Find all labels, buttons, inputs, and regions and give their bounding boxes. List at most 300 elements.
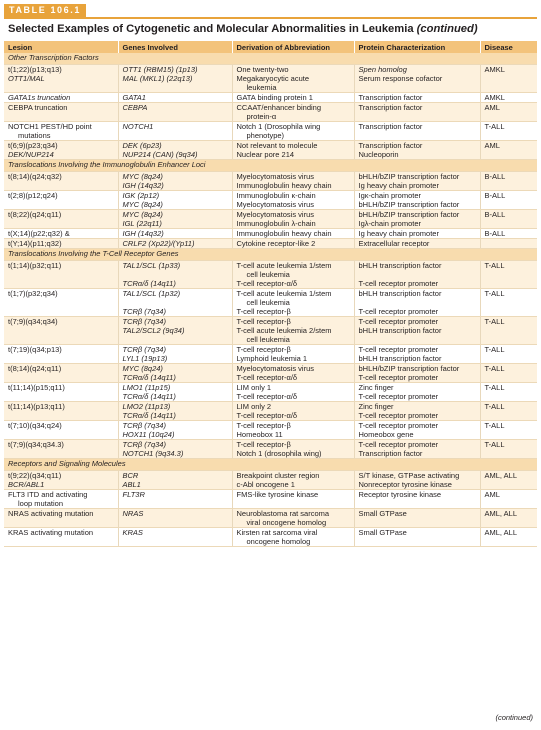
cell-c4 — [354, 528, 480, 547]
cell-line: Notch 1 (drosophila wing) — [236, 449, 322, 458]
cell-line: AML — [484, 103, 500, 112]
cell-line: ABL1 — [122, 480, 141, 489]
cell-line: T-cell receptor-β — [236, 440, 291, 449]
cell-line: Transcription factor — [358, 122, 423, 131]
cell-line: T-ALL — [484, 440, 505, 449]
cell-c2 — [118, 122, 232, 141]
cell-line: OTT1/MAL — [8, 74, 45, 83]
cell-line: T-ALL — [484, 364, 505, 373]
cell-line: Cytokine receptor-like 2 — [236, 239, 316, 248]
cell-line: FLT3 ITD and activating — [8, 490, 88, 499]
cell-line: B-ALL — [484, 191, 506, 200]
cell-line: T-cell receptor-α/δ — [236, 279, 298, 288]
cell-c2 — [118, 509, 232, 528]
cell-line: IGH (14q32) — [122, 229, 164, 238]
header-disease: Disease — [480, 41, 537, 53]
cell-line: t(8;14)(q24;q32) — [8, 172, 62, 181]
cell-c3 — [232, 229, 354, 239]
cell-c4 — [354, 229, 480, 239]
header-derivation: Derivation of Abbreviation — [232, 41, 354, 53]
cell-line: t(7;19)(q34;p13) — [8, 345, 62, 354]
cell-line: MYC (8q24) — [122, 364, 163, 373]
cell-line: Nucleoporin — [358, 150, 399, 159]
cell-line: MYC (8q24) — [122, 210, 163, 219]
cell-c5 — [480, 65, 537, 93]
cell-c3 — [232, 509, 354, 528]
table-row — [4, 172, 537, 191]
cell-line: c-Abl oncogene 1 — [236, 480, 295, 489]
cell-c2 — [118, 528, 232, 547]
cell-c1 — [4, 141, 118, 160]
cell-c4 — [354, 490, 480, 509]
cell-line: LYL1 (19p13) — [122, 354, 168, 363]
cell-line: Extracellular receptor — [358, 239, 430, 248]
cell-line: Megakaryocytic acute — [236, 74, 310, 83]
cell-c4 — [354, 289, 480, 317]
cell-line: NOTCH1 PEST/HD point — [8, 122, 92, 131]
cell-line: T-ALL — [484, 421, 505, 430]
cell-c5 — [480, 172, 537, 191]
table-row — [4, 317, 537, 345]
cell-c2 — [118, 141, 232, 160]
table-row — [4, 191, 537, 210]
cell-c3 — [232, 317, 354, 345]
cell-line: t(1;7)(p32;q34) — [8, 289, 58, 298]
cell-line: BCR — [122, 471, 139, 480]
cell-line: bHLH transcription factor — [358, 289, 442, 298]
cell-c5 — [480, 122, 537, 141]
cell-line: T-cell receptor promoter — [358, 307, 439, 316]
cell-line: t(11;14)(p13;q11) — [8, 402, 65, 411]
cell-c4 — [354, 103, 480, 122]
cell-c1 — [4, 122, 118, 141]
cell-c1 — [4, 65, 118, 93]
cell-line: t(11;14)(p15;q11) — [8, 383, 65, 392]
cell-line: CEBPA truncation — [8, 103, 68, 112]
cell-line: t(7;10)(q34;q24) — [8, 421, 62, 430]
cell-c4 — [354, 172, 480, 191]
cell-c5 — [480, 471, 537, 490]
cell-c5 — [480, 239, 537, 249]
section-row — [4, 160, 537, 172]
cell-c1 — [4, 421, 118, 440]
cell-c4 — [354, 141, 480, 160]
cell-c3 — [232, 65, 354, 93]
cell-c2 — [118, 93, 232, 103]
cell-line: GATA binding protein 1 — [236, 93, 313, 102]
cell-c5 — [480, 364, 537, 383]
cell-c2 — [118, 239, 232, 249]
cell-line: Igλ-chain promoter — [358, 219, 422, 228]
cell-c5 — [480, 509, 537, 528]
cell-c1 — [4, 172, 118, 191]
cell-line: AML — [484, 490, 500, 499]
cell-line: T-cell acute leukemia 2/stem — [236, 326, 332, 335]
cell-c5 — [480, 490, 537, 509]
cell-c4 — [354, 122, 480, 141]
cell-line: AMKL — [484, 65, 505, 74]
cell-line: loop mutation — [18, 499, 64, 508]
cell-line: TCRα/δ (14q11) — [122, 373, 176, 382]
cell-line: T-ALL — [484, 261, 505, 270]
table-row — [4, 402, 537, 421]
cell-line: Breakpoint cluster region — [236, 471, 320, 480]
cell-c3 — [232, 421, 354, 440]
cell-line: TCRβ (7q34) — [122, 307, 166, 316]
cell-line: T-ALL — [484, 345, 505, 354]
cell-c3 — [232, 402, 354, 421]
cell-c3 — [232, 528, 354, 547]
header-protein: Protein Characterization — [354, 41, 480, 53]
cell-line: DEK/NUP214 — [8, 150, 54, 159]
table-row — [4, 210, 537, 229]
cell-line: T-cell receptor-β — [236, 307, 291, 316]
cell-c2 — [118, 261, 232, 289]
cell-c1 — [4, 509, 118, 528]
cell-line: Not relevant to molecule — [236, 141, 318, 150]
cell-line: AML — [484, 141, 500, 150]
cell-c2 — [118, 65, 232, 93]
table-row — [4, 509, 537, 528]
cell-line: T-cell acute leukemia 1/stem — [236, 261, 332, 270]
cell-c5 — [480, 345, 537, 364]
cell-c1 — [4, 364, 118, 383]
cell-c1 — [4, 471, 118, 490]
cell-line: t(8;22)(q24;q11) — [8, 210, 62, 219]
cell-c3 — [232, 122, 354, 141]
cell-line: T-cell receptor-β — [236, 317, 291, 326]
table-row — [4, 122, 537, 141]
cell-c4 — [354, 210, 480, 229]
cell-line: LIM only 2 — [236, 402, 272, 411]
cell-line: Immunoglobulin κ-chain — [236, 191, 316, 200]
cell-line: B-ALL — [484, 229, 506, 238]
cell-line: t(6;9)(p23;q34) — [8, 141, 58, 150]
cell-line: GATA1s truncation — [8, 93, 71, 102]
cell-line: Myelocytomatosis virus — [236, 364, 315, 373]
cell-line: Lymphoid leukemia 1 — [236, 354, 308, 363]
cell-line — [485, 239, 534, 248]
table-row — [4, 65, 537, 93]
cell-line: KRAS activating mutation — [8, 528, 94, 537]
cell-line: IGL (22q11) — [122, 219, 162, 228]
cell-line: T-cell acute leukemia 1/stem — [236, 289, 332, 298]
table-row — [4, 239, 537, 249]
cell-line: OTT1 (RBM15) (1p13) — [122, 65, 198, 74]
section-title: Receptors and Signaling Molecules — [4, 459, 537, 471]
cell-c1 — [4, 402, 118, 421]
cell-line: T-cell receptor promoter — [358, 421, 439, 430]
cell-line — [359, 298, 476, 307]
header-genes: Genes Involved — [118, 41, 232, 53]
cell-line: bHLH transcription factor — [358, 326, 442, 335]
table-row — [4, 93, 537, 103]
cell-line: t(X;14)(p22;q32) & — [8, 229, 70, 238]
cell-line: T-cell receptor promoter — [358, 345, 439, 354]
cell-line: TCRα/δ (14q11) — [122, 279, 176, 288]
cell-line: Myelocytomatosis virus — [236, 210, 315, 219]
cell-c2 — [118, 421, 232, 440]
cell-line: CRLF2 (Xp22)/(Yp11) — [122, 239, 195, 248]
cell-line: FLT3R — [122, 490, 145, 499]
cell-c5 — [480, 383, 537, 402]
cell-line: bHLH/bZIP transcription factor — [358, 210, 460, 219]
cell-line: T-cell receptor promoter — [358, 317, 439, 326]
table-row — [4, 364, 537, 383]
cell-c2 — [118, 471, 232, 490]
cell-line: Transcription factor — [358, 449, 423, 458]
cell-line: T-ALL — [484, 289, 505, 298]
cell-line: S/T kinase, GTPase activating — [358, 471, 460, 480]
cell-line: TCRβ (7q34) — [122, 421, 166, 430]
cell-line: B-ALL — [484, 172, 506, 181]
cell-line: t(Y;14)(p11;q32) — [8, 239, 62, 248]
cell-line: TCRα/δ (14q11) — [122, 411, 176, 420]
cell-line: Nonreceptor tyrosine kinase — [358, 480, 452, 489]
cell-line: NOTCH1 (9q34.3) — [122, 449, 184, 458]
cell-c4 — [354, 440, 480, 459]
section-title: Translocations Involving the T-Cell Receptor Genes — [4, 249, 537, 261]
cell-line: CCAAT/enhancer binding — [236, 103, 321, 112]
cell-c2 — [118, 490, 232, 509]
cell-c2 — [118, 191, 232, 210]
cell-line: FMS-like tyrosine kinase — [236, 490, 319, 499]
cell-line: bHLH/bZIP transcription factor — [358, 172, 460, 181]
table-row — [4, 141, 537, 160]
cell-line: MYC (8q24) — [122, 172, 163, 181]
cell-line: TAL1/SCL (1p32) — [122, 289, 181, 298]
cell-line: T-cell receptor promoter — [358, 440, 439, 449]
cell-c3 — [232, 345, 354, 364]
cell-line: NUP214 (CAN) (9q34) — [122, 150, 198, 159]
cell-c5 — [480, 229, 537, 239]
cell-c4 — [354, 421, 480, 440]
cell-c4 — [354, 345, 480, 364]
cell-line: Zinc finger — [358, 402, 394, 411]
cell-line: t(9;22)(q34;q11) — [8, 471, 62, 480]
cell-line: T-ALL — [484, 122, 505, 131]
cell-line: T-cell receptor-α/δ — [236, 392, 298, 401]
table-row — [4, 471, 537, 490]
cell-line: Receptor tyrosine kinase — [358, 490, 442, 499]
table-row — [4, 383, 537, 402]
table-row — [4, 103, 537, 122]
cell-line: T-cell receptor promoter — [358, 392, 439, 401]
cell-c1 — [4, 345, 118, 364]
cell-line: Small GTPase — [358, 528, 407, 537]
header-row — [4, 41, 537, 53]
cell-line: Homeobox 11 — [236, 430, 283, 439]
cell-line: Transcription factor — [358, 141, 423, 150]
cell-c5 — [480, 317, 537, 345]
cell-c1 — [4, 239, 118, 249]
cell-line: NOTCH1 — [122, 122, 154, 131]
cell-line: Homeobox gene — [358, 430, 414, 439]
cell-line: Transcription factor — [358, 103, 423, 112]
cell-line: t(8;14)(q24;q11) — [8, 364, 62, 373]
section-row — [4, 459, 537, 471]
table-title: Selected Examples of Cytogenetic and Molecular Abnormalities in Leukemia (continued) — [8, 23, 478, 35]
cell-line: T-cell receptor-β — [236, 345, 291, 354]
cell-c4 — [354, 191, 480, 210]
cell-line: Serum response cofactor — [358, 74, 443, 83]
cell-c1 — [4, 289, 118, 317]
cell-line: NRAS — [122, 509, 144, 518]
cell-line: Neuroblastoma rat sarcoma — [236, 509, 330, 518]
cell-c3 — [232, 210, 354, 229]
cell-line: HOX11 (10q24) — [122, 430, 175, 439]
cell-c5 — [480, 528, 537, 547]
table-row — [4, 345, 537, 364]
title-rule — [4, 17, 537, 19]
cell-line: Ig heavy chain promoter — [358, 229, 439, 238]
cell-line: MAL (MKL1) (22q13) — [122, 74, 193, 83]
cell-c2 — [118, 317, 232, 345]
cell-line: TCRβ (7q34) — [122, 440, 166, 449]
cell-line: cell leukemia — [246, 298, 290, 307]
cell-line: Spen homolog — [358, 65, 407, 74]
cell-line: Myelocytomatosis virus — [236, 200, 315, 209]
cell-line: oncogene homolog — [246, 537, 311, 546]
cell-c4 — [354, 239, 480, 249]
cell-line: phenotype) — [246, 131, 285, 140]
cell-line: TAL2/SCL2 (9q34) — [122, 326, 185, 335]
cell-c5 — [480, 141, 537, 160]
cell-c3 — [232, 103, 354, 122]
cell-line: Kirsten rat sarcoma viral — [236, 528, 318, 537]
cell-c4 — [354, 93, 480, 103]
cell-c3 — [232, 172, 354, 191]
cell-c2 — [118, 229, 232, 239]
cell-line: bHLH/bZIP transcription factor — [358, 364, 460, 373]
cell-line: T-cell receptor promoter — [358, 411, 439, 420]
cell-line: T-cell receptor-α/δ — [236, 411, 298, 420]
cell-c3 — [232, 239, 354, 249]
cell-line: T-cell receptor promoter — [358, 279, 439, 288]
cell-c5 — [480, 261, 537, 289]
cell-line: TCRβ (7q34) — [122, 317, 166, 326]
cell-line: T-ALL — [484, 383, 505, 392]
section-title: Translocations Involving the Immunoglobulin Enhancer Loci — [4, 160, 537, 172]
cell-line: Zinc finger — [358, 383, 394, 392]
cell-line: CEBPA — [122, 103, 148, 112]
cell-c1 — [4, 317, 118, 345]
cell-line: Myelocytomatosis virus — [236, 172, 315, 181]
cell-c3 — [232, 471, 354, 490]
cell-line: LMO1 (11p15) — [122, 383, 171, 392]
cell-line: protein-α — [246, 112, 277, 121]
cell-c5 — [480, 402, 537, 421]
cell-line: LMO2 (11p13) — [122, 402, 171, 411]
cell-line: bHLH transcription factor — [358, 261, 442, 270]
cell-c2 — [118, 103, 232, 122]
table-row — [4, 289, 537, 317]
cell-line: TAL1/SCL (1p33) — [122, 261, 181, 270]
cell-line: KRAS — [122, 528, 143, 537]
cell-line: T-cell receptor-α/δ — [236, 373, 298, 382]
cell-line — [123, 270, 228, 279]
cell-line: IGK (2p12) — [122, 191, 160, 200]
cell-c1 — [4, 93, 118, 103]
cell-c5 — [480, 191, 537, 210]
cell-c2 — [118, 345, 232, 364]
cell-line: T-cell receptor promoter — [358, 373, 439, 382]
table-row — [4, 261, 537, 289]
section-row — [4, 249, 537, 261]
cell-c4 — [354, 383, 480, 402]
cell-line: AMKL — [484, 93, 505, 102]
cell-line: t(7;9)(q34;q34) — [8, 317, 58, 326]
cell-line: Ig heavy chain promoter — [358, 181, 439, 190]
cell-c3 — [232, 261, 354, 289]
cell-c1 — [4, 210, 118, 229]
cell-line: BCR/ABL1 — [8, 480, 45, 489]
cell-line: Notch 1 (Drosophila wing — [236, 122, 321, 131]
cell-c3 — [232, 141, 354, 160]
cell-line: t(2;8)(p12;q24) — [8, 191, 58, 200]
cell-c4 — [354, 65, 480, 93]
cell-line: DEK (6p23) — [122, 141, 162, 150]
cell-line: Transcription factor — [358, 93, 423, 102]
cell-line: bHLH/bZIP transcription factor — [358, 200, 460, 209]
cell-c1 — [4, 229, 118, 239]
cell-c2 — [118, 383, 232, 402]
cell-line: bHLH transcription factor — [358, 354, 442, 363]
cell-line: GATA1 — [122, 93, 146, 102]
cell-c3 — [232, 383, 354, 402]
cell-line: T-ALL — [484, 317, 505, 326]
cell-line: cell leukemia — [246, 335, 290, 344]
cell-line: TCRβ (7q34) — [122, 345, 166, 354]
cell-line: B-ALL — [484, 210, 506, 219]
cell-line: Immunoglobulin heavy chain — [236, 229, 332, 238]
cell-c5 — [480, 210, 537, 229]
section-row — [4, 53, 537, 65]
cell-line: Immunoglobulin heavy chain — [236, 181, 332, 190]
cell-line: t(1;14)(p32;q11) — [8, 261, 62, 270]
cell-c2 — [118, 402, 232, 421]
cell-line: t(1;22)(p13;q13) — [8, 65, 62, 74]
cell-line: IGH (14q32) — [122, 181, 164, 190]
cell-c1 — [4, 103, 118, 122]
cell-c3 — [232, 440, 354, 459]
table-row — [4, 229, 537, 239]
leukemia-abnormalities-table — [4, 41, 537, 547]
table-row — [4, 528, 537, 547]
cell-c4 — [354, 317, 480, 345]
cell-c3 — [232, 289, 354, 317]
cell-line: MYC (8q24) — [122, 200, 163, 209]
cell-c4 — [354, 261, 480, 289]
table-row — [4, 440, 537, 459]
cell-line: TCRα/δ (14q11) — [122, 392, 176, 401]
cell-line: AML, ALL — [484, 528, 518, 537]
cell-c2 — [118, 172, 232, 191]
cell-c3 — [232, 93, 354, 103]
cell-line: AML, ALL — [484, 509, 518, 518]
cell-c5 — [480, 103, 537, 122]
cell-line: leukemia — [246, 83, 277, 92]
cell-c1 — [4, 383, 118, 402]
cell-line: One twenty-two — [236, 65, 289, 74]
cell-line: NRAS activating mutation — [8, 509, 94, 518]
cell-c1 — [4, 490, 118, 509]
cell-line: Igκ-chain promoter — [358, 191, 422, 200]
cell-c4 — [354, 471, 480, 490]
cell-line: viral oncogene homolog — [246, 518, 327, 527]
continued-note: (continued) — [495, 713, 533, 722]
cell-c1 — [4, 261, 118, 289]
